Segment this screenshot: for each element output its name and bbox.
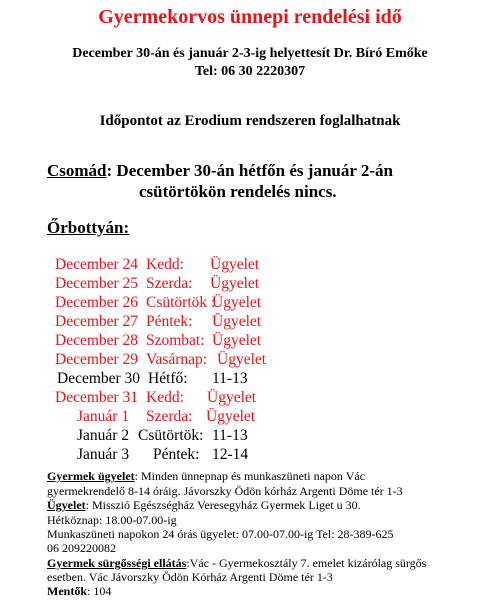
schedule-day: Péntek: [146, 313, 193, 330]
schedule-day: Kedd: [146, 389, 184, 406]
schedule-hours: Ügyelet [212, 332, 262, 349]
schedule-hours: Ügyelet [207, 389, 257, 406]
footer-line-4: Hétköznap: 18.00-07.00-ig [47, 513, 177, 527]
schedule-hours: Ügyelet [206, 408, 256, 425]
schedule-date: December 27 [55, 313, 139, 330]
schedule-date: December 26 [55, 294, 139, 311]
booking-line: Időpontot az Erodium rendszeren foglalhatnak [99, 113, 401, 129]
footer-line-9 [47, 584, 111, 598]
schedule-day: Szombat: [146, 332, 205, 349]
orbottyan-label: Őrbottyán: [47, 218, 130, 237]
gyermek-ugyelet-label: Gyermek ügyelet [47, 469, 135, 483]
surgos-text: :Vác - Gyermekosztály 7. emelet kizárólag sürgős [186, 556, 427, 570]
footer-line-7 [47, 556, 426, 570]
schedule-day: Kedd: [146, 256, 184, 273]
schedule-day: Szerda: [146, 408, 193, 425]
csomad-notice [47, 161, 393, 181]
schedule-date: December 24 [55, 256, 139, 273]
footer-line-1 [47, 469, 365, 483]
schedule-hours: Ügyelet [210, 275, 260, 292]
schedule-date: December 31 [55, 389, 139, 406]
ugyelet-label: Ügyelet [47, 498, 86, 512]
page-title: Gyermekorvos ünnepi rendelési idő [98, 6, 402, 28]
footer-line-3 [47, 498, 361, 512]
schedule-date: December 30 [57, 370, 141, 387]
schedule-hours: Ügyelet [210, 256, 260, 273]
gyermek-ugyelet-text: : Minden ünnepnap és munkaszüneti napon Vác [134, 469, 366, 483]
csomad-label: Csomád [47, 161, 107, 180]
schedule-day: Hétfő: [148, 370, 188, 387]
schedule-hours: 12-14 [212, 446, 249, 463]
schedule-hours: 11-13 [212, 370, 248, 387]
schedule-day: Csütörtök: [138, 427, 204, 444]
schedule-hours: Ügyelet [217, 351, 267, 368]
schedule-hours: Ügyelet [212, 313, 262, 330]
ugyelet-text: : Misszió Egészségház Veresegyház Gyermek Liget u 30. [85, 498, 361, 512]
phone-line: Tel: 06 30 2220307 [194, 64, 306, 79]
schedule-date: December 25 [55, 275, 139, 292]
schedule-day: Csütörtök : [146, 294, 216, 311]
schedule-day: Vasárnap: [146, 351, 208, 368]
schedule-date: Január 3 [77, 446, 130, 463]
mentok-label: Mentők [47, 584, 87, 598]
schedule-date: December 28 [55, 332, 139, 349]
footer-line-5: Munkaszüneti napokon 24 órás ügyelet: 07.00-07.00-ig Tel: 28-389-625 [47, 527, 394, 541]
schedule-hours: Ügyelet [212, 294, 262, 311]
mentok-text: : 104 [87, 584, 112, 598]
footer-line-2: gyermekrendelő 8-14 óráig. Jávorszky Ödön kórház Argenti Döme tér 1-3 [47, 484, 403, 498]
substitute-line: December 30-án és január 2-3-ig helyettesít Dr. Bíró Emőke [72, 46, 428, 61]
csomad-text-2: csütörtökön rendelés nincs. [139, 182, 337, 201]
footer-line-8: esetben. Vác Jávorszky Ödön Kórház Argenti Döme tér 1-3 [47, 570, 333, 584]
schedule-day: Péntek: [153, 446, 200, 463]
schedule-date: December 29 [55, 351, 139, 368]
schedule-date: Január 1 [77, 408, 130, 425]
schedule-hours: 11-13 [212, 427, 248, 444]
footer-line-6: 06 209220082 [47, 541, 116, 555]
csomad-text-1: : December 30-án hétfőn és január 2-án [106, 161, 393, 180]
schedule-row [55, 256, 138, 274]
schedule-day: Szerda: [146, 275, 193, 292]
schedule-date: Január 2 [77, 427, 130, 444]
surgos-label: Gyermek sürgősségi ellátás [47, 556, 187, 570]
